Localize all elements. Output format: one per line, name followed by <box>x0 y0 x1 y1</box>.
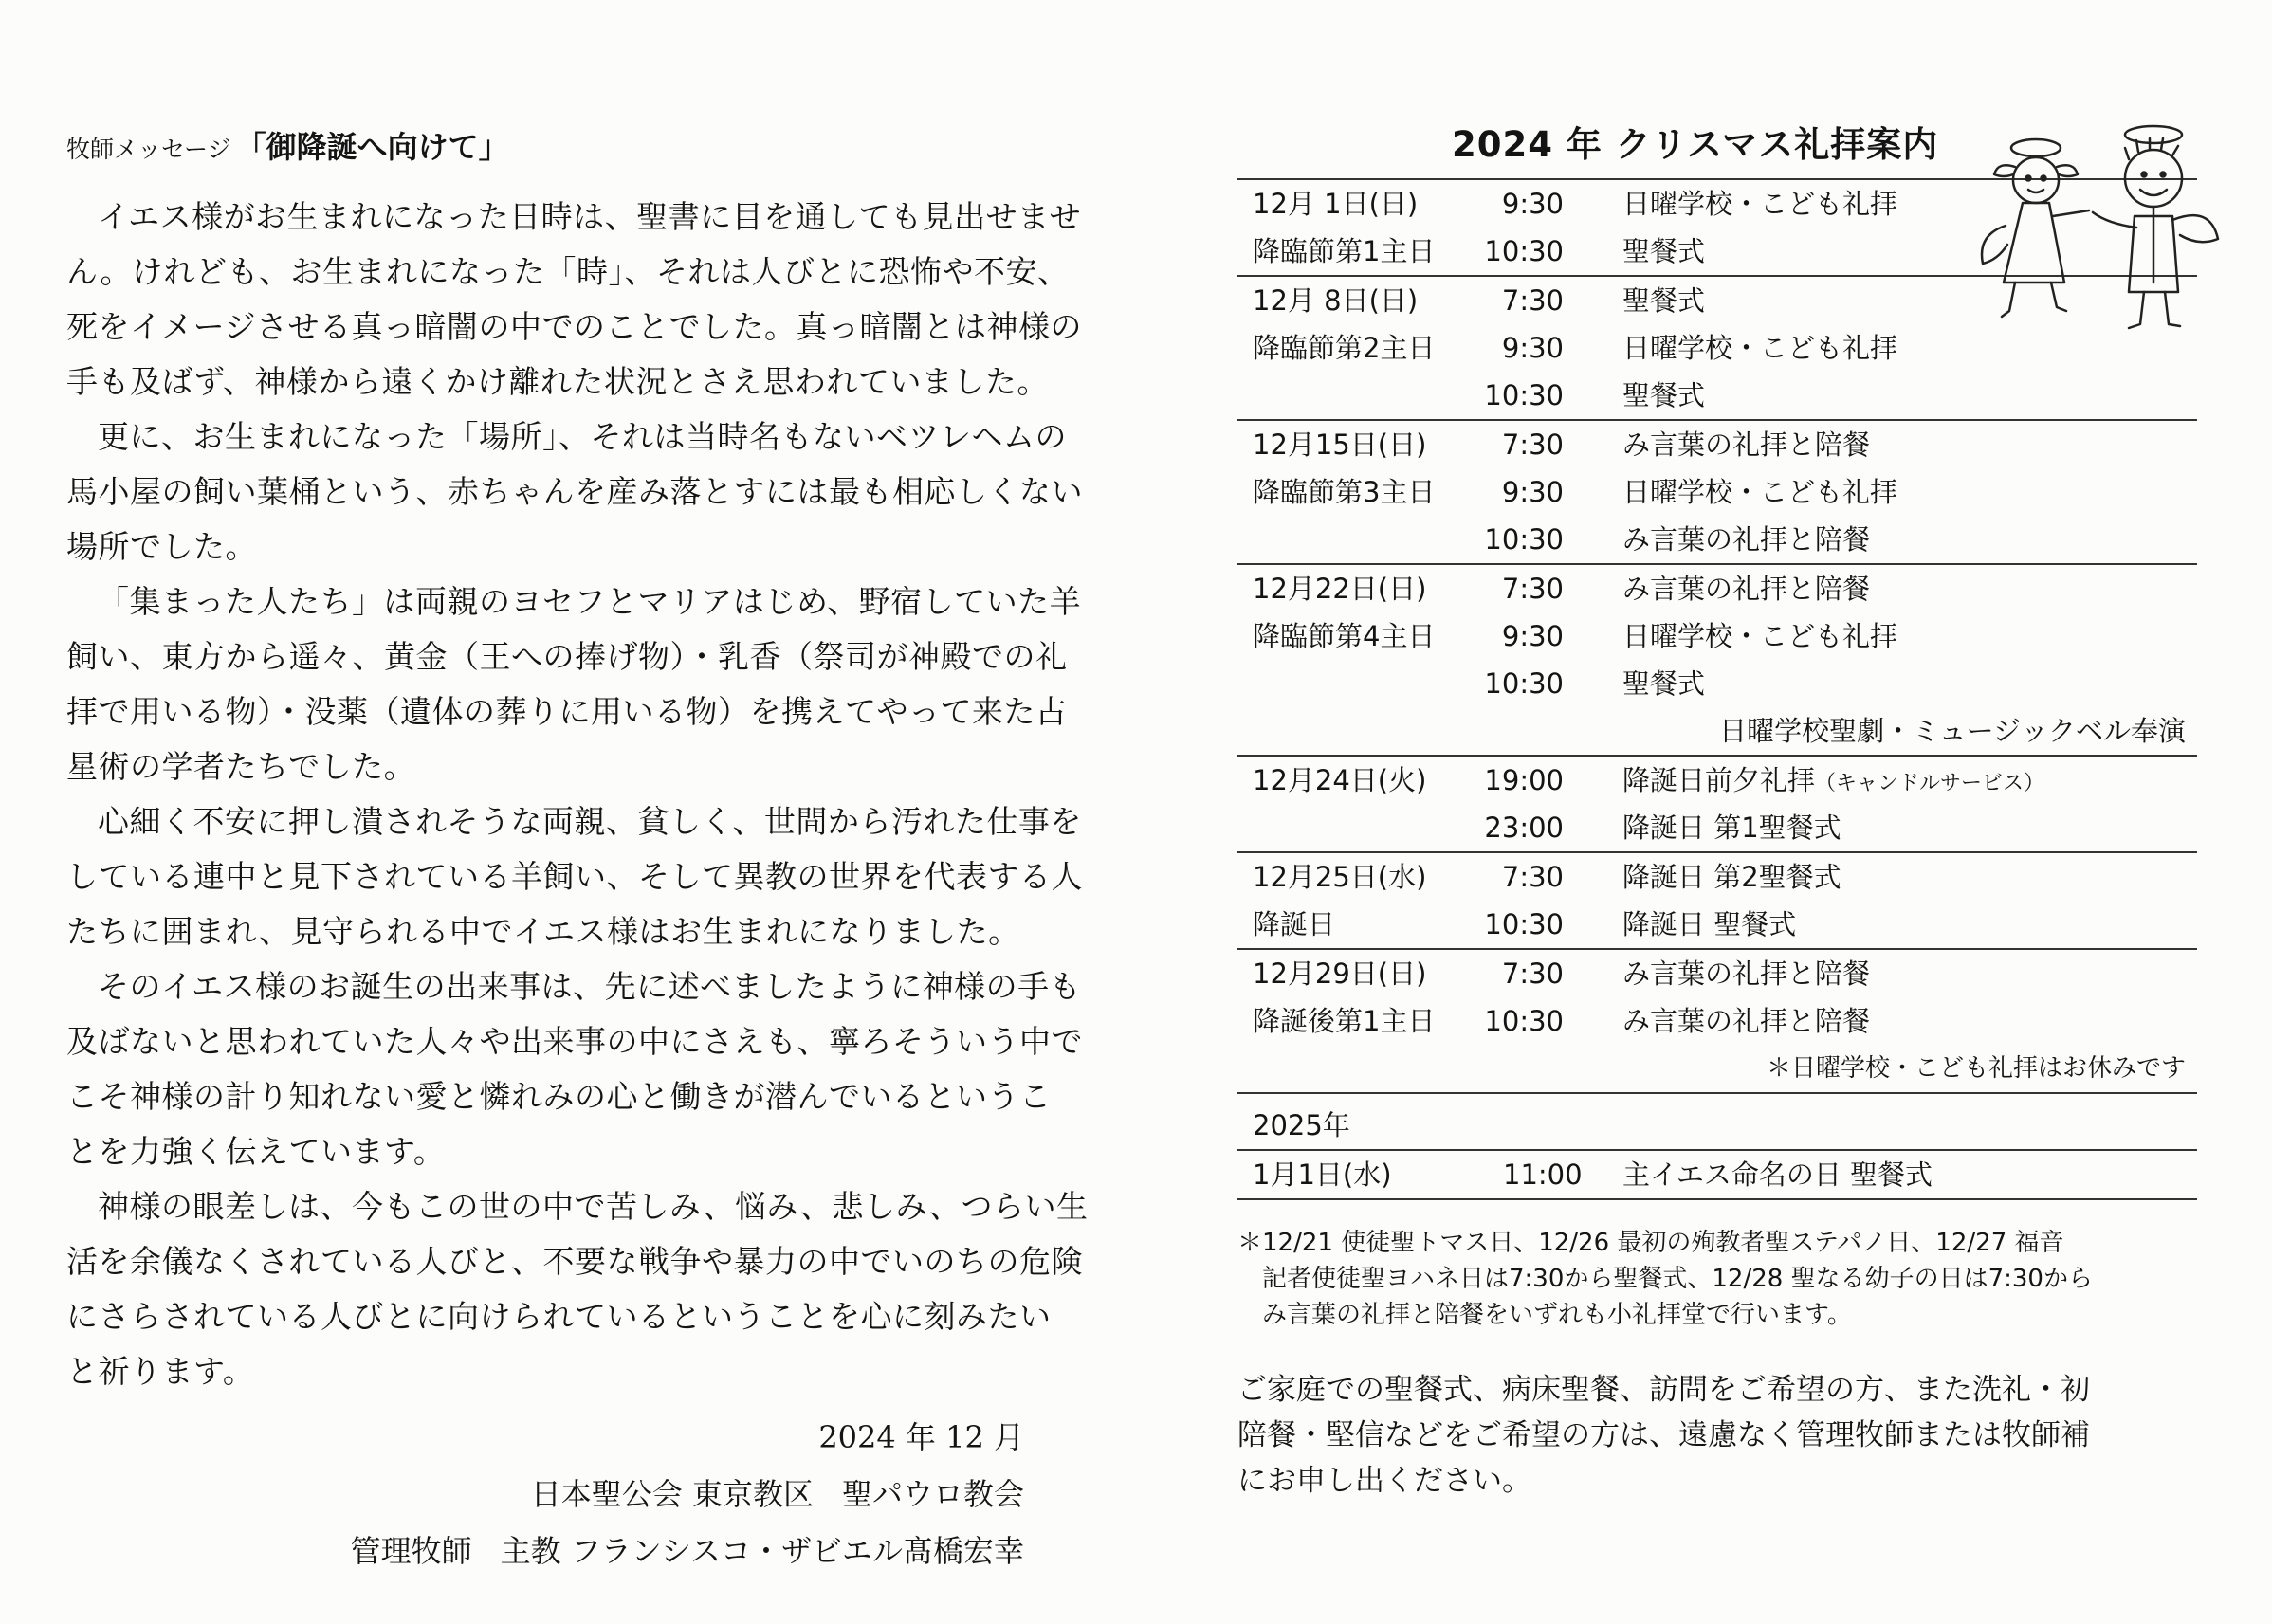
schedule-row <box>1237 950 2205 997</box>
schedule-row <box>1237 421 2205 468</box>
schedule-service-name: 降誕日 聖餐式 <box>1622 908 1797 940</box>
schedule-service-name: み言葉の礼拝と陪餐 <box>1622 958 1871 990</box>
schedule-service <box>1622 324 1897 372</box>
schedule-service <box>1622 228 1705 275</box>
schedule-day: 12月 8日(日) <box>1253 284 1419 317</box>
schedule-service <box>1622 660 1705 707</box>
message-line: こそ神様の計り知れない愛と憐れみの心と働きが潜んでいるというこ <box>66 1078 1052 1115</box>
schedule-service <box>1622 804 1841 851</box>
schedule-time: 7:30 <box>1501 958 1564 990</box>
schedule-service: 主イエス命名の日 聖餐式 <box>1622 1159 1933 1191</box>
year-2025-label-row <box>1237 1102 2205 1149</box>
schedule-day: 1月1日(水) <box>1253 1159 1392 1191</box>
footnote-line: 記者使徒聖ヨハネ日は7:30から聖餐式、12/28 聖なる幼子の日は7:30から <box>1262 1265 2093 1293</box>
schedule-time: 11:00 <box>1503 1159 1583 1191</box>
schedule-service <box>1622 277 1705 324</box>
schedule-time: 10:30 <box>1484 235 1564 267</box>
schedule-row <box>1237 853 2205 901</box>
message-line: にさらされている人びとに向けられているということを心に刻みたい <box>66 1298 1052 1335</box>
schedule-day: 降臨節第2主日 <box>1253 332 1436 364</box>
schedule-title: 2024 年 クリスマス礼拝案内 <box>1452 124 1939 165</box>
schedule-time: 9:30 <box>1501 332 1564 364</box>
schedule-day: 12月22日(日) <box>1253 573 1427 605</box>
schedule-service-name: み言葉の礼拝と陪餐 <box>1622 523 1871 556</box>
church-denomination: 日本聖公会 <box>530 1476 683 1512</box>
schedule-service <box>1622 950 1870 997</box>
message-date: 2024 年 12 月 <box>818 1419 1024 1455</box>
message-line: 星術の学者たちでした。 <box>66 748 416 785</box>
schedule-time: 7:30 <box>1501 429 1564 461</box>
schedule-day: 降臨節第1主日 <box>1253 235 1436 267</box>
year-2025-label: 2025年 <box>1253 1109 1350 1141</box>
message-line: 馬小屋の飼い葉桶という、赤ちゃんを産み落とすには最も相応しくない <box>66 473 1083 510</box>
message-line: 飼い、東方から遥々、黄金（王への捧げ物）・乳香（祭司が神殿での礼 <box>66 638 1068 675</box>
church-name <box>66 1466 1024 1523</box>
message-header <box>66 112 1024 182</box>
message-line: 活を余儀なくされている人びと、不要な戦争や暴力の中でいのちの危険 <box>66 1243 1083 1280</box>
schedule-group <box>1237 757 2205 851</box>
message-line: 手も及ばず、神様から遠くかけ離れた状況とさえ思われていました。 <box>66 363 1049 400</box>
schedule-day: 12月 1日(日) <box>1253 188 1419 220</box>
schedule-closed-note: ＊日曜学校・こども礼拝はお休みです <box>1766 1054 2186 1083</box>
pastor-message <box>66 112 1089 1579</box>
message-line: 「集まった人たち」は両親のヨセフとマリアはじめ、野宿していた羊 <box>98 583 1082 620</box>
schedule-row <box>1237 468 2205 516</box>
contact-notice <box>1237 1367 2195 1504</box>
message-title: 「御降誕へ向けて」 <box>235 129 509 165</box>
signer-name: 主教 フランシスコ・ザビエル髙橋宏幸 <box>500 1533 1024 1569</box>
message-line: 更に、お生まれになった「場所」、それは当時名もないベツレヘムの <box>98 418 1067 455</box>
schedule-service <box>1622 997 1870 1045</box>
schedule-row <box>1237 612 2205 660</box>
schedule-service-name: み言葉の礼拝と陪餐 <box>1622 573 1871 605</box>
schedule-day: 12月24日(火) <box>1253 764 1427 796</box>
schedule-service-extra: （キャンドルサービス） <box>1815 772 2045 795</box>
schedule-day: 12月15日(日) <box>1253 429 1427 461</box>
schedule-day: 12月29日(日) <box>1253 958 1427 990</box>
church-parish: 聖パウロ教会 <box>841 1476 1024 1512</box>
schedule-divider <box>1237 1198 2197 1200</box>
schedule-service-name: 降誕日 第2聖餐式 <box>1622 861 1841 893</box>
schedule-row-2025 <box>1237 1151 2205 1198</box>
schedule-service <box>1622 757 2044 808</box>
schedule-service <box>1622 901 1796 948</box>
message-line: そのイエス様のお誕生の出来事は、先に述べましたように神様の手も <box>98 968 1082 1005</box>
schedule-service-name: 日曜学校・こども礼拝 <box>1622 476 1898 508</box>
boy-angel-icon <box>2093 126 2218 328</box>
schedule-row <box>1237 660 2205 707</box>
schedule-service-name: 聖餐式 <box>1622 379 1706 411</box>
message-line: と祈ります。 <box>66 1353 255 1390</box>
schedule-service-name: 聖餐式 <box>1622 667 1706 700</box>
schedule-time: 7:30 <box>1501 284 1564 317</box>
schedule-day: 降誕後第1主日 <box>1253 1005 1436 1037</box>
schedule-service-name: 聖餐式 <box>1622 235 1706 267</box>
message-line: とを力強く伝えています。 <box>66 1133 446 1170</box>
footnote-line: ＊12/21 使徒聖トマス日、12/26 最初の殉教者聖ステパノ日、12/27 福音 <box>1237 1229 2064 1257</box>
schedule-row <box>1237 516 2205 563</box>
schedule-service <box>1622 516 1870 563</box>
signer-role: 管理牧師 <box>350 1533 472 1569</box>
schedule-time: 7:30 <box>1501 861 1564 893</box>
message-line: 場所でした。 <box>66 528 257 565</box>
message-line: 神様の眼差しは、今もこの世の中で苦しみ、悩み、悲しみ、つらい生 <box>98 1188 1089 1225</box>
schedule-service-name: 降誕日 第1聖餐式 <box>1622 812 1841 844</box>
angels-illustration <box>1977 121 2224 344</box>
schedule-time: 10:30 <box>1484 908 1564 940</box>
message-line: している連中と見下されている羊飼い、そして異教の世界を代表する人 <box>66 858 1083 895</box>
schedule-service-name: 日曜学校・こども礼拝 <box>1622 332 1898 364</box>
schedule-day: 12月25日(水) <box>1253 861 1427 893</box>
schedule-row <box>1237 757 2205 804</box>
message-line: 拝で用いる物）・没薬（遺体の葬りに用いる物）を携えてやって来た占 <box>66 693 1068 730</box>
schedule-time: 19:00 <box>1484 764 1564 796</box>
footnote-line: み言葉の礼拝と陪餐をいずれも小礼拝堂で行います。 <box>1262 1301 1852 1329</box>
schedule-time: 9:30 <box>1501 476 1564 508</box>
church-diocese: 東京教区 <box>691 1476 814 1512</box>
signer <box>66 1523 1024 1579</box>
schedule-day: 降誕日 <box>1253 908 1336 940</box>
contact-line: ご家庭での聖餐式、病床聖餐、訪問をご希望の方、また洗礼・初 <box>1237 1373 2090 1407</box>
schedule-time: 23:00 <box>1484 812 1564 844</box>
schedule-time: 9:30 <box>1501 188 1564 220</box>
schedule-service <box>1622 180 1897 228</box>
schedule-time: 10:30 <box>1484 667 1564 700</box>
schedule-group <box>1237 421 2205 563</box>
schedule-service <box>1622 853 1841 901</box>
schedule-note: 日曜学校聖劇・ミュージックベル奉演 <box>1719 715 2186 747</box>
message-line: 心細く不安に押し潰されそうな両親、貧しく、世間から汚れた仕事を <box>98 803 1082 840</box>
schedule-time: 10:30 <box>1484 379 1564 411</box>
schedule-time: 10:30 <box>1484 1005 1564 1037</box>
schedule-service <box>1622 612 1897 660</box>
schedule-service-name: 日曜学校・こども礼拝 <box>1622 188 1898 220</box>
girl-angel-icon <box>1982 139 2089 317</box>
schedule-service-name: 降誕日前夕礼拝 <box>1622 764 1816 796</box>
schedule-service-name: 日曜学校・こども礼拝 <box>1622 620 1898 652</box>
schedule-group <box>1237 853 2205 948</box>
message-line: ん。けれども、お生まれになった「時」、それは人びとに恐怖や不安、 <box>66 253 1070 290</box>
schedule-service-name: み言葉の礼拝と陪餐 <box>1622 429 1871 461</box>
message-label: 牧師メッセージ <box>66 136 231 163</box>
contact-line: にお申し出ください。 <box>1237 1464 1531 1498</box>
schedule-row <box>1237 901 2205 948</box>
schedule-row-note <box>1237 707 2205 755</box>
message-line: たちに囲まれ、見守られる中でイエス様はお生まれになりました。 <box>66 913 1020 950</box>
message-line: 及ばないと思われていた人々や出来事の中にさえも、寧ろそういう中で <box>66 1023 1083 1060</box>
schedule-service-name: 聖餐式 <box>1622 284 1706 317</box>
schedule-service-name: み言葉の礼拝と陪餐 <box>1622 1005 1871 1037</box>
schedule-service <box>1622 421 1870 468</box>
message-body <box>66 190 1089 1399</box>
schedule-group <box>1237 950 2205 1092</box>
schedule-footnote <box>1237 1225 2195 1333</box>
schedule-day: 降臨節第4主日 <box>1253 620 1436 652</box>
schedule-row <box>1237 565 2205 612</box>
schedule-service <box>1622 565 1870 612</box>
message-line: イエス様がお生まれになった日時は、聖書に目を通しても見出せませ <box>98 198 1082 235</box>
schedule-time: 9:30 <box>1501 620 1564 652</box>
contact-line: 陪餐・堅信などをご希望の方は、遠慮なく管理牧師または牧師補 <box>1237 1418 2090 1452</box>
schedule-service <box>1622 372 1705 419</box>
schedule-row <box>1237 372 2205 419</box>
schedule-group <box>1237 565 2205 755</box>
schedule-divider <box>1237 1092 2197 1094</box>
message-line: 死をイメージさせる真っ暗闇の中でのことでした。真っ暗闇とは神様の <box>66 308 1083 345</box>
schedule-row <box>1237 997 2205 1045</box>
schedule-service <box>1622 468 1897 516</box>
schedule-row <box>1237 804 2205 851</box>
schedule-row-footnote <box>1237 1045 2205 1092</box>
schedule-time: 7:30 <box>1501 573 1564 605</box>
schedule-time: 10:30 <box>1484 523 1564 556</box>
schedule-day: 降臨節第3主日 <box>1253 476 1436 508</box>
